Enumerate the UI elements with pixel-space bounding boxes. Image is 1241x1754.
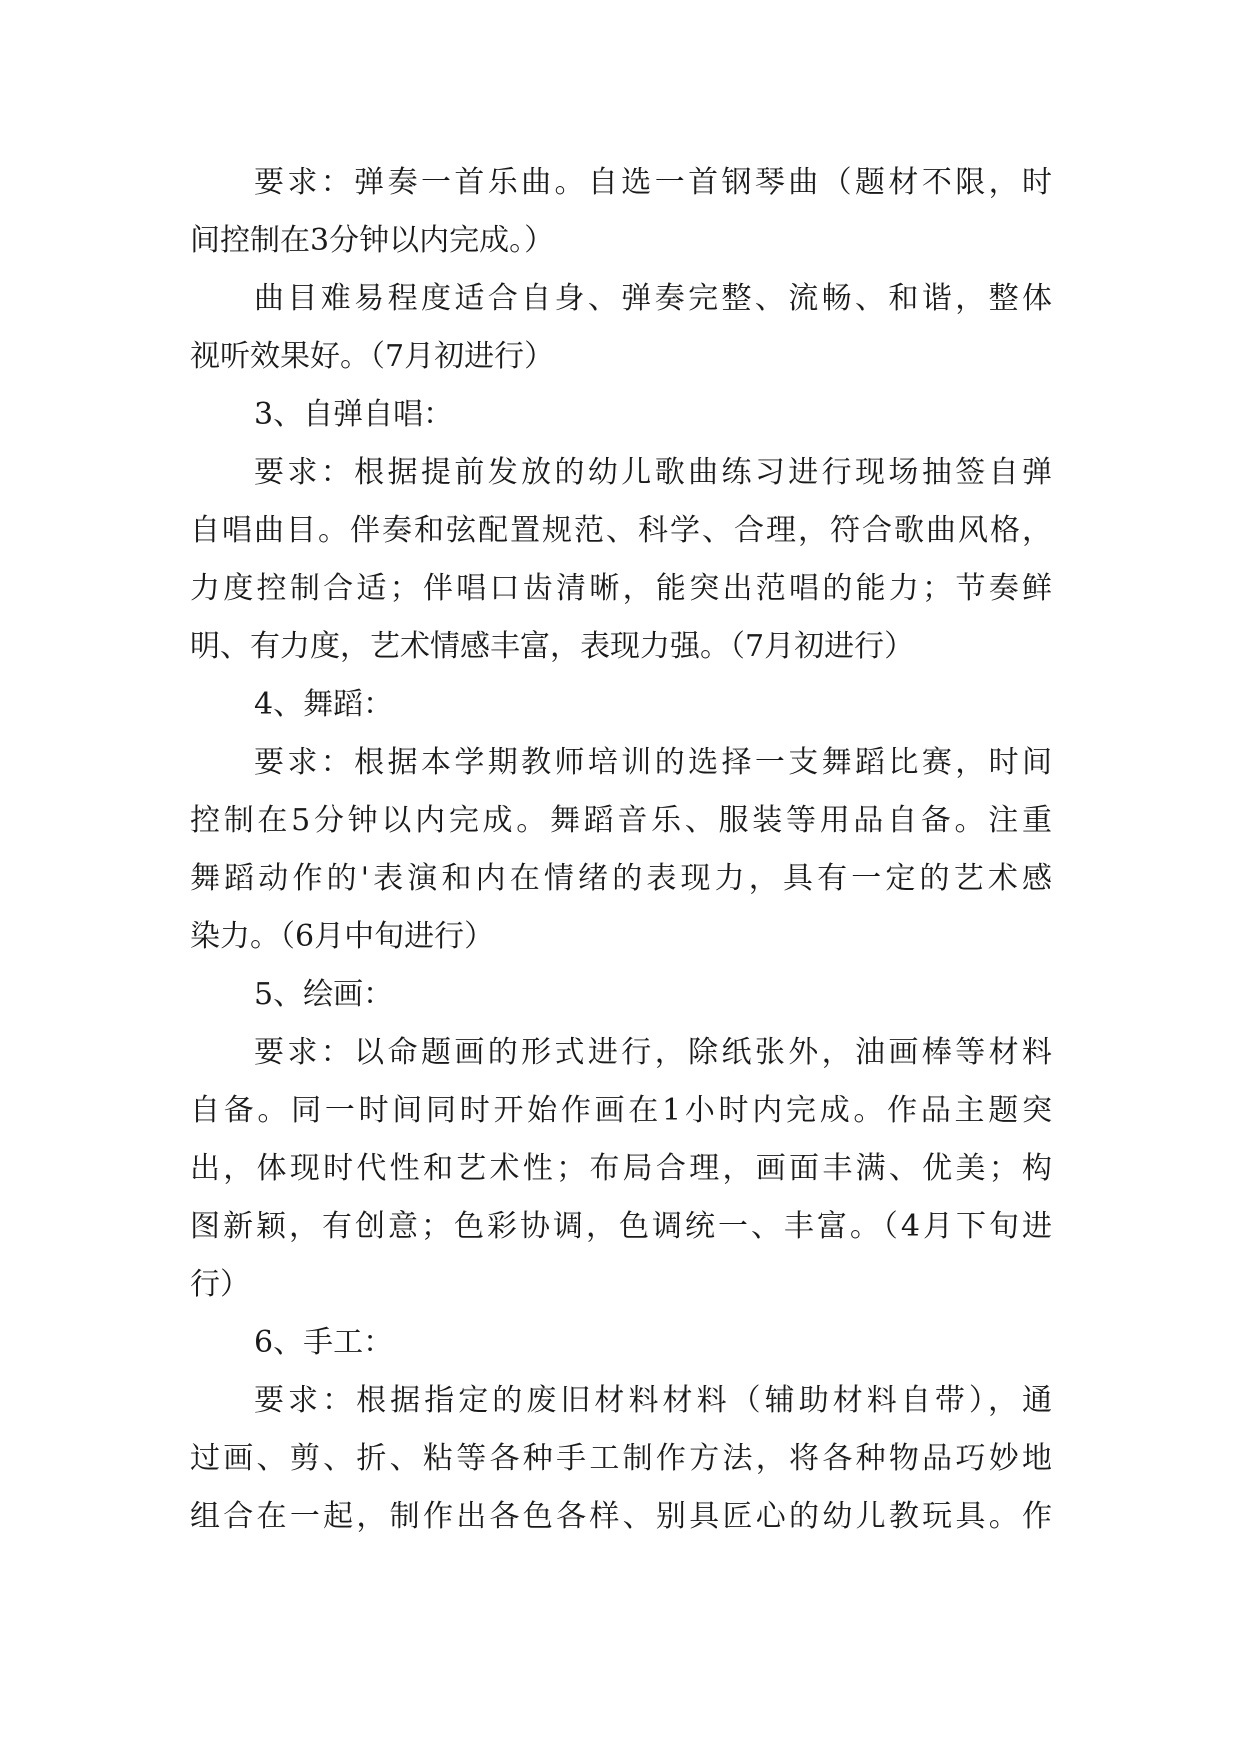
- text-line: 图新颖，有创意；色彩协调，色调统一、丰富。（4月下旬进: [190, 1209, 1052, 1244]
- text-line: 间控制在3分钟以内完成。）: [190, 223, 555, 258]
- text-line: 要求：根据提前发放的幼儿歌曲练习进行现场抽签自弹: [254, 455, 1052, 490]
- text-line: 6、手工：: [254, 1325, 394, 1360]
- text-line: 4、舞蹈：: [254, 687, 394, 722]
- text-line: 控制在5分钟以内完成。舞蹈音乐、服装等用品自备。注重: [190, 803, 1052, 838]
- text-line: 过画、剪、折、粘等各种手工制作方法，将各种物品巧妙地: [190, 1441, 1052, 1476]
- document-body: [190, 154, 1052, 1546]
- text-line: 自备。同一时间同时开始作画在1小时内完成。作品主题突: [190, 1093, 1052, 1128]
- text-line: 视听效果好。（7月初进行）: [190, 339, 555, 374]
- text-line: 组合在一起，制作出各色各样、别具匠心的幼儿教玩具。作: [190, 1499, 1052, 1534]
- text-line: 要求：根据指定的废旧材料材料（辅助材料自带），通: [254, 1383, 1052, 1418]
- text-line: 明、有力度，艺术情感丰富，表现力强。（7月初进行）: [190, 629, 915, 664]
- text-line: 要求：弹奏一首乐曲。自选一首钢琴曲（题材不限，时: [254, 165, 1052, 200]
- text-line: 自唱曲目。伴奏和弦配置规范、科学、合理，符合歌曲风格，: [190, 513, 1052, 548]
- text-line: 出，体现时代性和艺术性；布局合理，画面丰满、优美；构: [190, 1151, 1052, 1186]
- text-line: 要求：根据本学期教师培训的选择一支舞蹈比赛，时间: [254, 745, 1052, 780]
- text-line: 5、绘画：: [254, 977, 394, 1012]
- text-line: 行）: [190, 1267, 250, 1302]
- text-line: 要求：以命题画的形式进行，除纸张外，油画棒等材料: [254, 1035, 1052, 1070]
- text-line: 舞蹈动作的'表演和内在情绪的表现力，具有一定的艺术感: [190, 861, 1052, 896]
- text-line: 3、自弹自唱：: [254, 397, 454, 432]
- text-line: 曲目难易程度适合自身、弹奏完整、流畅、和谐，整体: [254, 281, 1052, 316]
- text-line: 染力。（6月中旬进行）: [190, 919, 495, 954]
- text-line: 力度控制合适；伴唱口齿清晰，能突出范唱的能力；节奏鲜: [190, 571, 1052, 606]
